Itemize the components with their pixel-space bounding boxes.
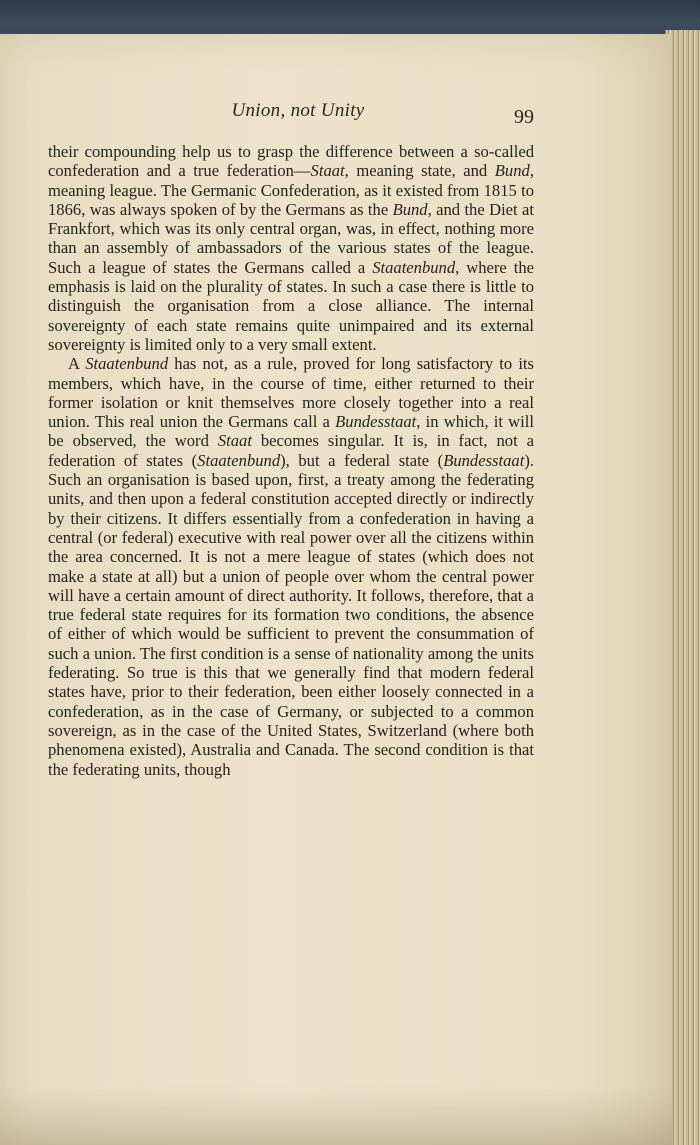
text-run: A — [68, 354, 86, 374]
running-head: Union, not Unity — [231, 100, 365, 121]
italic-term: Staat — [217, 431, 252, 451]
italic-term: Bundesstaat — [335, 412, 417, 432]
text-run: their compounding help us to grasp the difference between a so-called confederation and a true federation— — [48, 142, 534, 181]
text-run: , in which, it will be observed, the word — [48, 412, 534, 451]
italic-term: Staatenbund — [197, 450, 281, 470]
text-run: , and the Diet at Frankfort, which was its only central organ, was, in effect, nothing more than an assembly of ambassadors of the various states of the league. Such a league of states the Germans called a — [48, 199, 534, 277]
paragraph-2 — [48, 354, 534, 779]
text-run: , where the emphasis is laid on the plurality of states. In such a case there is little to distinguish the organisation from a close alliance. The internal sovereignty of each state remains quite unimpaired and its external sovereignty is limited only to a very small extent. — [48, 257, 534, 354]
italic-term: Staatenbund — [85, 354, 169, 374]
text-run: , meaning league. The Germanic Confederation, as it existed from 1815 to 1866, was always spoken of by the Germans as the — [48, 161, 534, 219]
text-run: has not, as a rule, proved for long satisfactory to its members, which have, in the course of time, either returned to their former isolation or knit themselves more closely together into a real union. This real union the Germans call a — [48, 354, 534, 432]
text-run: , meaning state, and — [344, 161, 495, 181]
text-run: becomes singular. It is, in fact, not a federation of states ( — [48, 431, 535, 470]
paragraph-1 — [48, 142, 534, 354]
italic-term: Bundesstaat — [443, 450, 525, 470]
page-header — [60, 100, 536, 134]
page-number: 99 — [514, 106, 534, 128]
text-run: ), but a federal state ( — [280, 450, 444, 470]
page-shadow — [0, 1085, 672, 1145]
body-text — [48, 142, 534, 779]
text-run: ). Such an organisation is based upon, first, a treaty among the federating units, and then upon a federal constitution accepted directly or indirectly by their citizens. It differs essentially from a confederation in having a central (or federal) executive with real power over all the citizens within the area concerned. It is not a mere league of states (which does not make a state at all) but a union of people over whom the central power will have a certain amount of direct authority. It follows, therefore, that a true federal state requires for its formation two conditions, the absence of either of which would be sufficient to prevent the consummation of such a union. The first condition is a sense of nationality among the units federating. So true is this that we generally find that modern federal states have, prior to their federation, been either loosely connected in a confederation, as in the case of Germany, or subjected to a common sovereign, as in the case of the United States, Switzerland (where both phenomena existed), Australia and Canada. The second condition is that the federating units, though — [48, 450, 534, 779]
italic-term: Staat — [310, 161, 345, 181]
italic-term: Staatenbund — [372, 257, 456, 277]
italic-term: Bund — [494, 161, 530, 181]
italic-term: Bund — [392, 199, 428, 219]
